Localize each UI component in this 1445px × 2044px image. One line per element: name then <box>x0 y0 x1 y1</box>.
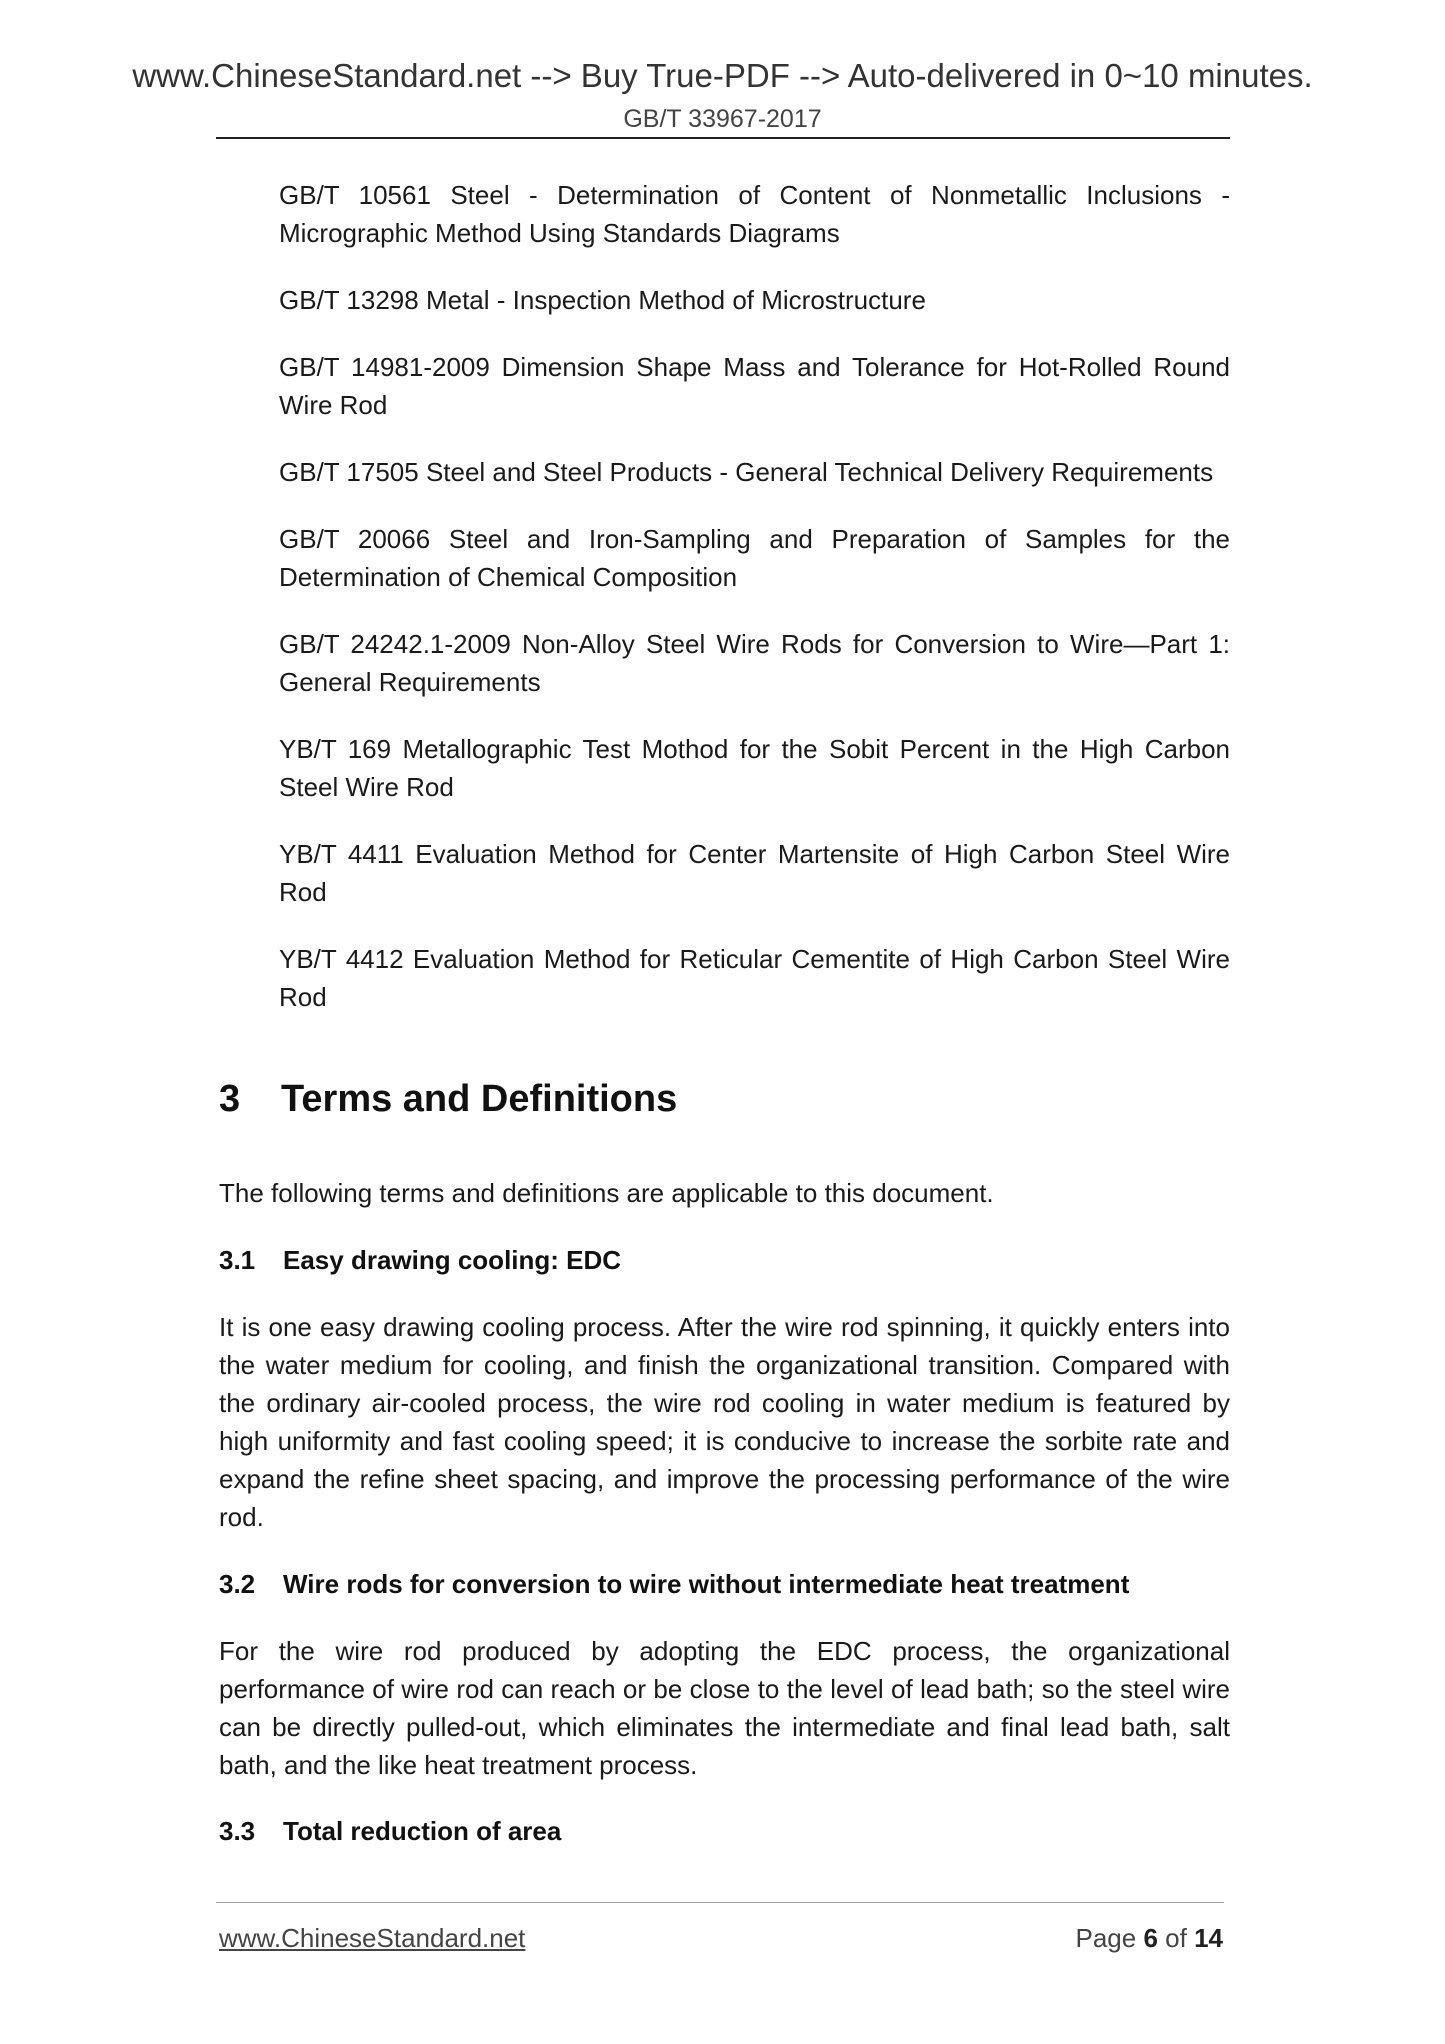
term-title: Wire rods for conversion to wire without intermediate heat treatment <box>283 1569 1130 1599</box>
term-3-1-body <box>219 1308 1230 1536</box>
section-number: 3 <box>219 1078 241 1120</box>
reference-item: YB/T 169 Metallographic Test Mothod for the Sobit Percent in the High Carbon Steel Wire Rod <box>279 734 1230 802</box>
header-divider <box>216 137 1230 139</box>
term-number: 3.3 <box>219 1816 256 1846</box>
page-indicator <box>1075 1922 1223 1954</box>
term-3-2-heading <box>219 1565 1230 1603</box>
reference-item: GB/T 24242.1-2009 Non-Alloy Steel Wire Rods for Conversion to Wire—Part 1: General Requirements <box>279 629 1230 697</box>
reference-item: YB/T 4411 Evaluation Method for Center Martensite of High Carbon Steel Wire Rod <box>279 839 1230 907</box>
term-number: 3.2 <box>219 1569 256 1599</box>
reference-item: YB/T 4412 Evaluation Method for Reticular Cementite of High Carbon Steel Wire Rod <box>279 944 1230 1012</box>
term-number: 3.1 <box>219 1245 256 1275</box>
reference-item: GB/T 14981-2009 Dimension Shape Mass and Tolerance for Hot-Rolled Round Wire Rod <box>279 352 1230 420</box>
term-definition: It is one easy drawing cooling process. After the wire rod spinning, it quickly enters into the water medium for cooling, and finish the organizational transition. Compared with the ordinary air-cooled process, the wire rod cooling in water medium is featured by high uniformity and fast cooling speed; it is conducive to increase the sorbite rate and expand the refine sheet spacing, and improve the processing performance of the wire rod. <box>219 1312 1230 1532</box>
of-word: of <box>1165 1923 1187 1953</box>
term-title: Total reduction of area <box>283 1816 562 1846</box>
current-page-number: 6 <box>1143 1923 1158 1953</box>
section-intro: The following terms and definitions are applicable to this document. <box>219 1178 994 1208</box>
footer-divider <box>216 1902 1224 1903</box>
section-heading <box>219 1076 677 1122</box>
reference-item: GB/T 13298 Metal - Inspection Method of Microstructure <box>279 285 926 315</box>
total-pages: 14 <box>1194 1923 1223 1953</box>
term-3-2-body <box>219 1632 1230 1784</box>
section-title: Terms and Definitions <box>281 1078 678 1120</box>
standard-code: GB/T 33967-2017 <box>623 105 822 133</box>
normative-references-list <box>279 176 1230 1045</box>
term-3-1-heading <box>219 1241 1230 1279</box>
term-3-3-heading <box>219 1812 1230 1850</box>
reference-item: GB/T 20066 Steel and Iron-Sampling and Preparation of Samples for the Determination of Chemical Composition <box>279 524 1230 592</box>
section-intro-block <box>219 1174 1230 1212</box>
footer-site-link[interactable]: www.ChineseStandard.net <box>219 1923 526 1953</box>
promo-banner[interactable]: www.ChineseStandard.net --> Buy True-PDF --> Auto-delivered in 0~10 minutes. <box>132 57 1313 94</box>
term-title: Easy drawing cooling: EDC <box>283 1245 622 1275</box>
page-word: Page <box>1075 1923 1137 1953</box>
term-definition: For the wire rod produced by adopting the EDC process, the organizational performance of wire rod can reach or be close to the level of lead bath; so the steel wire can be directly pulled-out, which eliminates the intermediate and final lead bath, salt bath, and the like heat treatment process. <box>219 1636 1230 1780</box>
reference-item: GB/T 10561 Steel - Determination of Content of Nonmetallic Inclusions - Micrographic Method Using Standards Diagrams <box>279 180 1230 248</box>
reference-item: GB/T 17505 Steel and Steel Products - General Technical Delivery Requirements <box>279 457 1214 487</box>
